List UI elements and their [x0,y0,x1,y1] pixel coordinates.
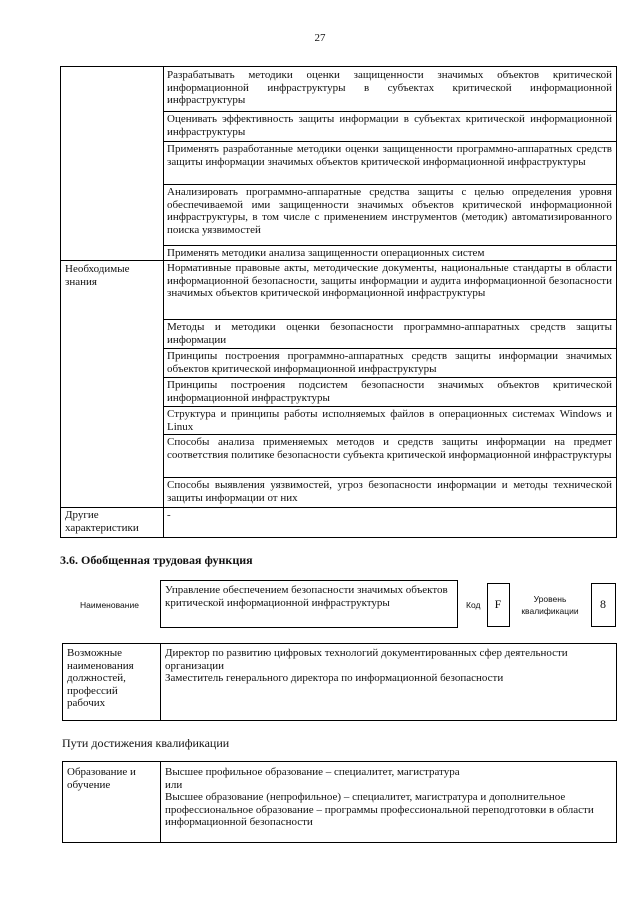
skill-row: Разрабатывать методики оценки защищенности значимых объектов критической информационной инфраструктуры в субъектах критической информационной инфраструктуры [167,69,612,107]
skill-row: Применять методики анализа защищенности операционных систем [167,247,485,259]
name-label: Наименование [80,600,139,610]
education-line: или [165,778,183,791]
row-divider [163,319,616,320]
position-item: Директор по развитию цифровых технологий документированных сфер деятельности организации [165,647,568,672]
row-divider [163,245,616,246]
education-label: Образование и обучение [67,766,136,791]
row-divider [163,434,616,435]
qualification-level-value: 8 [600,597,606,611]
row-divider [163,406,616,407]
section-divider [61,507,616,508]
knowledge-row: Методы и методики оценки безопасности программно-аппаратных средств защиты информации [167,321,612,346]
row-divider [163,348,616,349]
code-value: F [494,597,502,611]
positions-label: Возможные наименования должностей, профессий рабочих [67,647,134,710]
skill-row: Анализировать программно-аппаратные средства защиты с целью определения уровня обеспечиваемой ими защищенности значимых объектов критической информационной инфраструктуры, в том числе с применением инструментов (методик) автоматизированного поиска уязвимостей [167,186,612,236]
education-value [165,766,610,829]
column-divider [163,67,164,537]
knowledge-row: Принципы построения программно-аппаратных средств защиты информации значимых объектов критической информационной инфраструктуры [167,350,612,375]
section-divider [61,260,616,261]
row-divider [163,377,616,378]
knowledge-label: Необходимые знания [65,263,130,288]
position-item: Заместитель генерального директора по информационной безопасности [165,672,504,685]
other-characteristics-label: Другие характеристики [65,509,139,534]
code-label: Код [466,600,481,610]
qualification-level-label: Уровень квалификации [521,594,579,616]
section-heading: 3.6. Обобщенная трудовая функция [60,553,253,567]
knowledge-row: Нормативные правовые акты, методические документы, национальные стандарты в области информационной безопасности, защиты информации и аудита информационной безопасности значимых объектов критической информационной инфраструктуры [167,262,612,300]
knowledge-row: Способы выявления уязвимостей, угроз безопасности информации и методы технической защиты информации от них [167,479,612,504]
education-table [62,761,617,843]
paths-heading: Пути достижения квалификации [62,736,230,750]
row-divider [163,477,616,478]
knowledge-row: Способы анализа применяемых методов и средств защиты информации на предмет соответствия политике безопасности субъекта критической информационной инфраструктуры [167,436,612,461]
name-value: Управление обеспечением безопасности значимых объектов критической информационной инфраструктуры [165,584,448,609]
skill-row: Применять разработанные методики оценки защищенности программно-аппаратных средств защиты информации значимых объектов критической информационной инфраструктуры [167,143,612,168]
row-divider [163,141,616,142]
positions-table [62,643,617,721]
row-divider [163,184,616,185]
knowledge-row: Структура и принципы работы исполняемых файлов в операционных системах Windows и Linux [167,408,612,433]
column-divider [160,762,161,842]
education-line: Высшее образование (непрофильное) – специалитет, магистратура и дополнительное профессиональное образование – программы профессиональной переподготовки в области информационной безопасности [165,791,594,829]
positions-list [165,647,610,685]
column-divider [160,644,161,720]
page-number: 27 [314,32,326,44]
row-divider [163,111,616,112]
knowledge-row: Принципы построения подсистем безопасности значимых объектов критической информационной инфраструктуры [167,379,612,404]
other-characteristics-value: - [167,509,171,521]
education-line: Высшее профильное образование – специалитет, магистратура [165,766,460,778]
skills-knowledge-table [60,66,617,538]
skill-row: Оценивать эффективность защиты информации в субъектах критической информационной инфраструктуры [167,113,612,138]
